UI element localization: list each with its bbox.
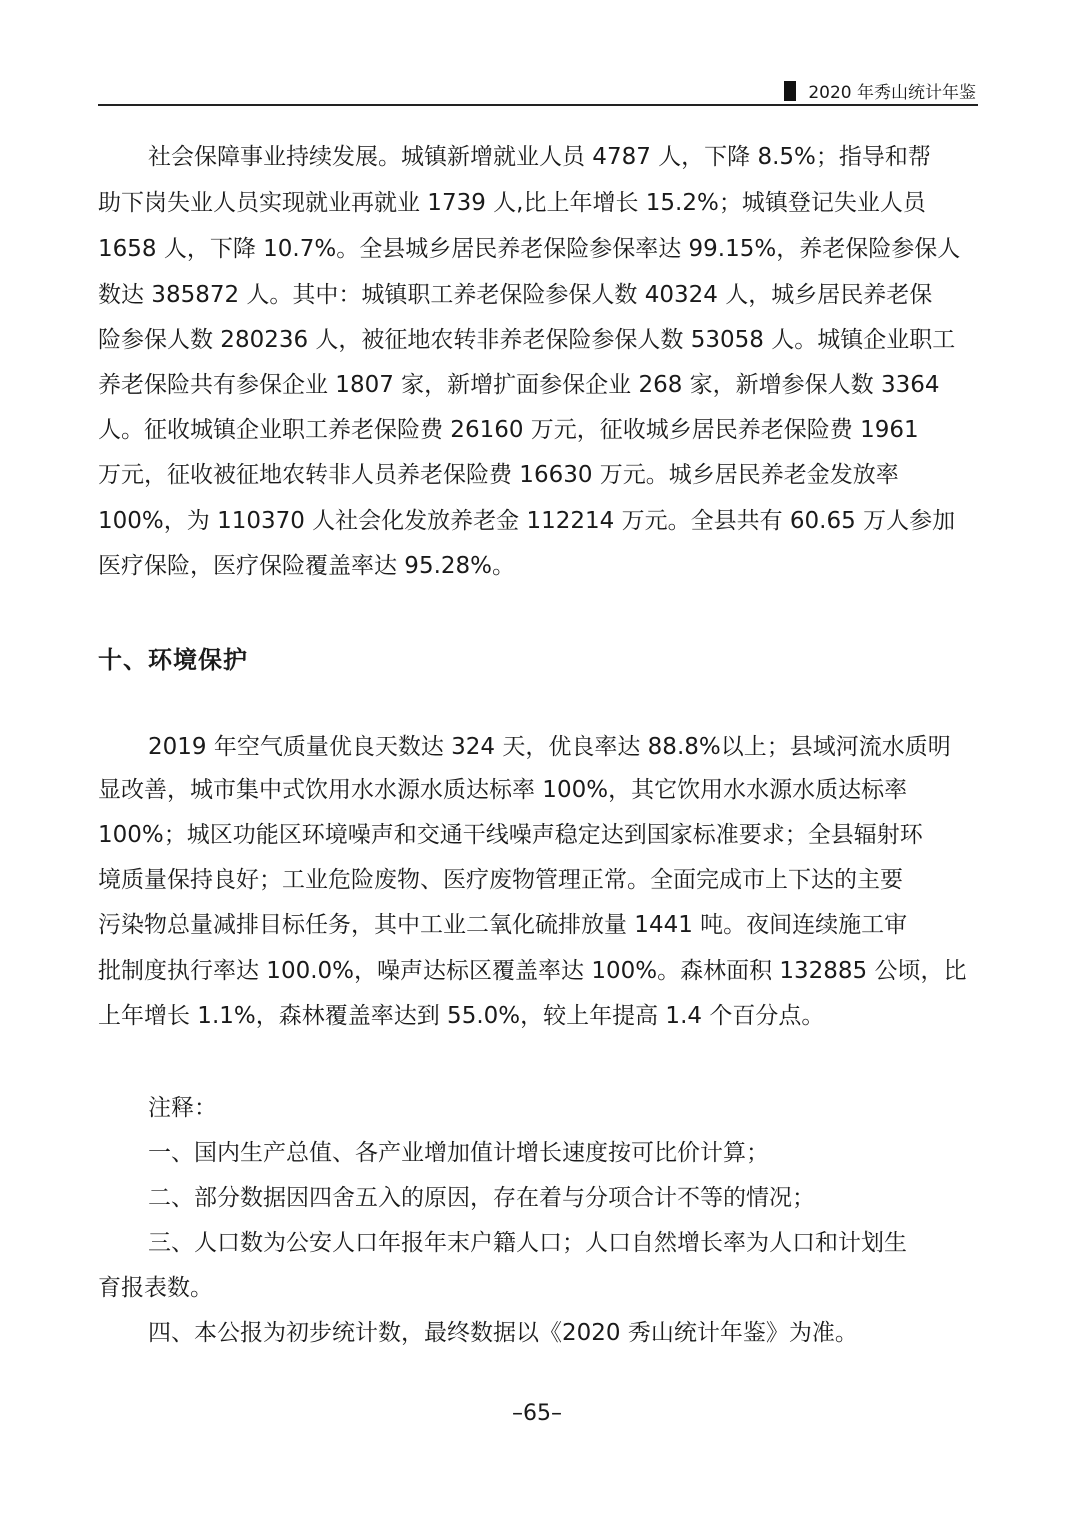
page-number: –65– — [512, 1401, 562, 1426]
paragraph-social-line: 1658 人，下降 10.7%。全县城乡居民养老保险参保率达 99.15%，养老保险参保人 — [98, 236, 961, 262]
note-item: 四、本公报为初步统计数，最终数据以《2020 秀山统计年鉴》为准。 — [148, 1320, 858, 1346]
paragraph-social-line: 养老保险共有参保企业 1807 家，新增扩面参保企业 268 家，新增参保人数 3364 — [98, 372, 940, 398]
note-item-continued: 育报表数。 — [98, 1275, 213, 1301]
header-title: 2020 年秀山统计年鉴 — [808, 83, 976, 103]
paragraph-env-line: 100%；城区功能区环境噪声和交通干线噪声稳定达到国家标准要求；全县辐射环 — [98, 822, 923, 848]
note-item: 二、部分数据因四舍五入的原因，存在着与分项合计不等的情况； — [148, 1185, 815, 1211]
notes-title: 注释： — [148, 1095, 217, 1121]
header-title-group — [784, 78, 976, 103]
paragraph-social-line: 社会保障事业持续发展。城镇新增就业人员 4787 人，下降 8.5%；指导和帮 — [148, 144, 931, 170]
paragraph-env-line: 境质量保持良好；工业危险废物、医疗废物管理正常。全面完成市上下达的主要 — [98, 867, 903, 893]
paragraph-env-line: 上年增长 1.1%，森林覆盖率达到 55.0%，较上年提高 1.4 个百分点。 — [98, 1003, 825, 1029]
paragraph-social-line: 100%，为 110370 人社会化发放养老金 112214 万元。全县共有 60.65 万人参加 — [98, 508, 956, 534]
header-block-mark — [784, 81, 796, 101]
paragraph-social-line: 万元，征收被征地农转非人员养老保险费 16630 万元。城乡居民养老金发放率 — [98, 462, 899, 488]
note-item: 一、国内生产总值、各产业增加值计增长速度按可比价计算； — [148, 1140, 769, 1166]
paragraph-env-line: 污染物总量减排目标任务，其中工业二氧化硫排放量 1441 吨。夜间连续施工审 — [98, 912, 908, 938]
paragraph-social-line: 险参保人数 280236 人，被征地农转非养老保险参保人数 53058 人。城镇企业职工 — [98, 327, 956, 353]
running-header — [98, 68, 978, 106]
paragraph-social-line: 助下岗失业人员实现就业再就业 1739 人,比上年增长 15.2%；城镇登记失业人员 — [98, 190, 926, 216]
paragraph-social-line: 医疗保险，医疗保险覆盖率达 95.28%。 — [98, 553, 516, 579]
paragraph-social-line: 数达 385872 人。其中：城镇职工养老保险参保人数 40324 人，城乡居民养老保 — [98, 282, 933, 308]
paragraph-env-line: 2019 年空气质量优良天数达 324 天，优良率达 88.8%以上；县域河流水质明 — [148, 734, 951, 760]
paragraph-env-line: 批制度执行率达 100.0%，噪声达标区覆盖率达 100%。森林面积 132885 公顷，比 — [98, 958, 967, 984]
section-heading-environment: 十、环境保护 — [98, 646, 248, 674]
paragraph-social-line: 人。征收城镇企业职工养老保险费 26160 万元，征收城乡居民养老保险费 1961 — [98, 417, 919, 443]
note-item: 三、人口数为公安人口年报年末户籍人口；人口自然增长率为人口和计划生 — [148, 1230, 907, 1256]
paragraph-env-line: 显改善，城市集中式饮用水水源水质达标率 100%，其它饮用水水源水质达标率 — [98, 777, 908, 803]
